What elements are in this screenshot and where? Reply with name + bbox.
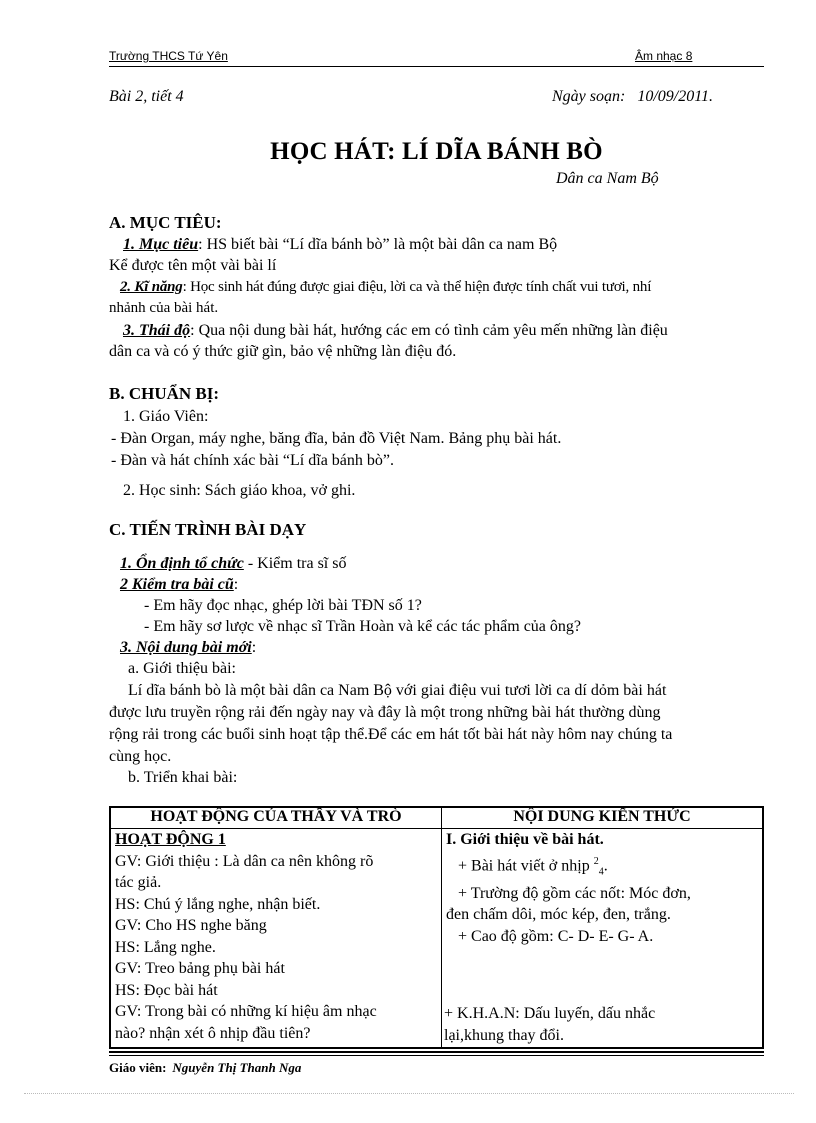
footer-label: Giáo viên: <box>109 1060 167 1075</box>
activity-line: nào? nhận xét ô nhịp đầu tiên? <box>115 1024 311 1042</box>
content-bottom <box>444 1003 655 1046</box>
section-c-heading: C. TIẾN TRÌNH BÀI DẠY <box>109 520 307 539</box>
objective-1-text: : HS biết bài “Lí dĩa bánh bò” là một bài dân ca nam Bộ <box>198 236 558 253</box>
step-3 <box>120 637 256 658</box>
objective-3-line2: dân ca và có ý thức giữ gìn, bảo vệ những làn điệu đó. <box>109 343 457 360</box>
activity-title: HOẠT ĐỘNG 1 <box>115 831 226 848</box>
activity-line: HS: Lắng nghe. <box>115 938 216 956</box>
date-label: Ngày soạn: <box>552 88 626 105</box>
activity-line: GV: Trong bài có những kí hiệu âm nhạc <box>115 1003 377 1020</box>
objective-2 <box>120 277 651 298</box>
activity-line: HS: Đọc bài hát <box>115 981 218 999</box>
intro-line-3: rộng rải trong các buổi sinh hoạt tập thể.Để các em hát tốt bài hát này hôm nay chúng ta <box>109 726 673 743</box>
objective-1-label: 1. Mục tiêu <box>123 236 199 253</box>
activity-line: tác giả. <box>115 874 162 891</box>
step-2-label: 2 Kiểm tra bài cũ <box>120 576 234 593</box>
page-edge <box>24 1093 794 1094</box>
objective-3 <box>123 320 668 341</box>
teacher-prep-1: - Đàn Organ, máy nghe, băng đĩa, bản đồ Việt Nam. Bảng phụ bài hát. <box>111 430 562 447</box>
objective-2-text: : Học sinh hát đúng được giai điệu, lời ca và thể hiện được tính chất vui tươi, nhí <box>182 279 652 295</box>
footer <box>109 1060 301 1076</box>
header-rule <box>109 66 764 67</box>
page-title: HỌC HÁT: LÍ DĨA BÁNH BÒ <box>270 138 603 165</box>
meter-end: . <box>603 856 608 874</box>
activity-line: GV: Cho HS nghe băng <box>115 917 267 934</box>
step-1-text: - Kiểm tra sĩ số <box>243 555 347 572</box>
section-a-heading: A. MỤC TIÊU: <box>109 213 222 232</box>
content-heading: I. Giới thiệu về bài hát. <box>446 831 604 848</box>
lesson-plan-table <box>109 806 764 1049</box>
footer-rule-thin <box>109 1055 764 1056</box>
step-2 <box>120 574 238 595</box>
lesson-number: Bài 2, tiết 4 <box>109 88 184 105</box>
objective-1 <box>123 234 557 255</box>
col-header-content: NỘI DUNG KIẾN THỨC <box>442 807 764 829</box>
intro-line-1: Lí dĩa bánh bò là một bài dân ca Nam Bộ với giai điệu vui tươi lời ca dí dỏm bài hát <box>128 682 667 699</box>
intro-line-2: được lưu truyền rộng rải đến ngày nay và đây là một trong những bài hát thường dùng <box>109 704 661 721</box>
meter-bottom: 4 <box>598 866 604 878</box>
objective-3-label: 3. Thái độ <box>123 322 191 339</box>
intro-line-4: cùng học. <box>109 748 172 765</box>
section-b-heading: B. CHUẨN BỊ: <box>109 384 220 403</box>
table-row <box>110 829 763 1049</box>
deploy-heading: b. Triển khai bài: <box>128 769 238 786</box>
objective-3-text: : Qua nội dung bài hát, hướng các em có tình cảm yêu mến những làn điệu <box>190 322 668 339</box>
review-question-1: - Em hãy đọc nhạc, ghép lời bài TĐN số 1? <box>144 597 422 614</box>
content-meter <box>446 851 758 883</box>
teacher-prep-2: - Đàn và hát chính xác bài “Lí dĩa bánh bò”. <box>111 452 394 469</box>
meter-top: 2 <box>593 855 599 867</box>
content-cell <box>442 829 764 1049</box>
meter-text: + Bài hát viết ở nhịp <box>458 856 594 874</box>
step-3-text: : <box>251 639 257 656</box>
content-line: + Cao độ gồm: C- D- E- G- A. <box>458 927 654 945</box>
teacher-name: Nguyễn Thị Thanh Nga <box>172 1060 302 1075</box>
review-question-2: - Em hãy sơ lược về nhạc sĩ Trần Hoàn và kể các tác phẩm của ông? <box>144 618 582 635</box>
content-line: lại,khung thay đổi. <box>444 1026 564 1044</box>
step-3-label: 3. Nội dung bài mới <box>120 639 252 656</box>
teacher-prep-heading: 1. Giáo Viên: <box>123 408 209 425</box>
objective-1-line2: Kể được tên một vài bài lí <box>109 257 277 274</box>
footer-rule <box>109 1051 764 1053</box>
col-header-activities: HOẠT ĐỘNG CỦA THẦY VÀ TRÒ <box>110 807 442 829</box>
content-line: + Trường độ gồm các nốt: Móc đơn, <box>458 884 691 902</box>
activity-line: HS: Chú ý lắng nghe, nhận biết. <box>115 895 321 913</box>
intro-heading: a. Giới thiệu bài: <box>128 660 236 677</box>
date-value: 10/09/2011. <box>637 88 714 105</box>
step-1-label: 1. Ổn định tổ chức <box>120 555 244 572</box>
school-name: Trường THCS Tứ Yên <box>109 49 228 63</box>
step-2-text: : <box>233 576 239 593</box>
subject-name: Âm nhạc 8 <box>635 49 693 63</box>
prepare-date <box>552 88 713 106</box>
page-subtitle: Dân ca Nam Bộ <box>556 170 659 187</box>
activity-line: GV: Giới thiệu : Là dân ca nên không rõ <box>115 852 374 870</box>
content-line: + K.H.A.N: Dấu luyến, dấu nhắc <box>444 1005 656 1022</box>
table-header-row <box>110 807 763 829</box>
content-line: đen chấm dôi, móc kép, đen, trắng. <box>446 906 671 924</box>
activity-line: GV: Treo bảng phụ bài hát <box>115 960 285 977</box>
student-prep: 2. Học sinh: Sách giáo khoa, vở ghi. <box>123 482 356 499</box>
objective-2-label: 2. Kĩ năng <box>120 279 183 295</box>
step-1 <box>120 553 346 574</box>
activities-cell <box>110 829 442 1049</box>
objective-2-line2: nhảnh của bài hát. <box>109 300 219 316</box>
